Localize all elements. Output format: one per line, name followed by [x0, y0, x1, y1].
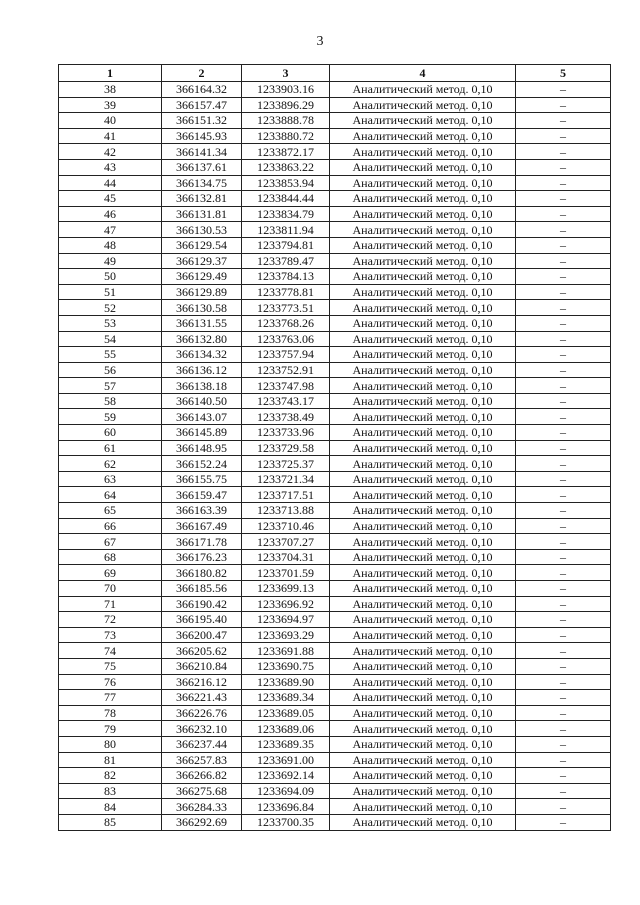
note-cell: –	[516, 752, 611, 768]
y-coordinate-cell: 1233701.59	[242, 565, 330, 581]
table-row	[59, 315, 611, 331]
point-number-cell: 76	[59, 674, 162, 690]
y-coordinate-cell: 1233689.90	[242, 674, 330, 690]
point-number-cell: 75	[59, 658, 162, 674]
x-coordinate-cell: 366148.95	[162, 440, 242, 456]
y-coordinate-cell: 1233757.94	[242, 347, 330, 363]
table-row	[59, 113, 611, 129]
y-coordinate-cell: 1233747.98	[242, 378, 330, 394]
table-row	[59, 253, 611, 269]
table-row	[59, 300, 611, 316]
x-coordinate-cell: 366180.82	[162, 565, 242, 581]
x-coordinate-cell: 366131.55	[162, 315, 242, 331]
y-coordinate-cell: 1233896.29	[242, 97, 330, 113]
method-cell: Аналитический метод. 0,10	[330, 237, 516, 253]
point-number-cell: 53	[59, 315, 162, 331]
x-coordinate-cell: 366141.34	[162, 144, 242, 160]
x-coordinate-cell: 366292.69	[162, 814, 242, 830]
y-coordinate-cell: 1233689.06	[242, 721, 330, 737]
table-row	[59, 596, 611, 612]
table-row	[59, 425, 611, 441]
x-coordinate-cell: 366145.93	[162, 128, 242, 144]
point-number-cell: 39	[59, 97, 162, 113]
point-number-cell: 74	[59, 643, 162, 659]
point-number-cell: 78	[59, 705, 162, 721]
point-number-cell: 50	[59, 269, 162, 285]
y-coordinate-cell: 1233903.16	[242, 82, 330, 98]
point-number-cell: 54	[59, 331, 162, 347]
method-cell: Аналитический метод. 0,10	[330, 487, 516, 503]
y-coordinate-cell: 1233784.13	[242, 269, 330, 285]
table-row	[59, 284, 611, 300]
table-row	[59, 627, 611, 643]
note-cell: –	[516, 269, 611, 285]
point-number-cell: 48	[59, 237, 162, 253]
y-coordinate-cell: 1233834.79	[242, 206, 330, 222]
note-cell: –	[516, 222, 611, 238]
method-cell: Аналитический метод. 0,10	[330, 596, 516, 612]
method-cell: Аналитический метод. 0,10	[330, 518, 516, 534]
note-cell: –	[516, 534, 611, 550]
method-cell: Аналитический метод. 0,10	[330, 315, 516, 331]
y-coordinate-cell: 1233717.51	[242, 487, 330, 503]
point-number-cell: 69	[59, 565, 162, 581]
point-number-cell: 66	[59, 518, 162, 534]
coordinates-table	[58, 64, 611, 831]
table-row	[59, 393, 611, 409]
point-number-cell: 83	[59, 783, 162, 799]
table-row	[59, 721, 611, 737]
y-coordinate-cell: 1233729.58	[242, 440, 330, 456]
method-cell: Аналитический метод. 0,10	[330, 378, 516, 394]
method-cell: Аналитический метод. 0,10	[330, 331, 516, 347]
table-body	[59, 82, 611, 831]
note-cell: –	[516, 206, 611, 222]
point-number-cell: 51	[59, 284, 162, 300]
note-cell: –	[516, 690, 611, 706]
point-number-cell: 41	[59, 128, 162, 144]
method-cell: Аналитический метод. 0,10	[330, 393, 516, 409]
table-row	[59, 768, 611, 784]
y-coordinate-cell: 1233689.35	[242, 736, 330, 752]
x-coordinate-cell: 366190.42	[162, 596, 242, 612]
method-cell: Аналитический метод. 0,10	[330, 799, 516, 815]
x-coordinate-cell: 366140.50	[162, 393, 242, 409]
x-coordinate-cell: 366237.44	[162, 736, 242, 752]
table-row	[59, 97, 611, 113]
note-cell: –	[516, 721, 611, 737]
point-number-cell: 47	[59, 222, 162, 238]
x-coordinate-cell: 366129.37	[162, 253, 242, 269]
y-coordinate-cell: 1233699.13	[242, 581, 330, 597]
method-cell: Аналитический метод. 0,10	[330, 113, 516, 129]
x-coordinate-cell: 366171.78	[162, 534, 242, 550]
method-cell: Аналитический метод. 0,10	[330, 752, 516, 768]
method-cell: Аналитический метод. 0,10	[330, 471, 516, 487]
note-cell: –	[516, 549, 611, 565]
x-coordinate-cell: 366129.89	[162, 284, 242, 300]
note-cell: –	[516, 315, 611, 331]
point-number-cell: 84	[59, 799, 162, 815]
method-cell: Аналитический метод. 0,10	[330, 783, 516, 799]
method-cell: Аналитический метод. 0,10	[330, 534, 516, 550]
point-number-cell: 40	[59, 113, 162, 129]
method-cell: Аналитический метод. 0,10	[330, 721, 516, 737]
y-coordinate-cell: 1233778.81	[242, 284, 330, 300]
table-row	[59, 440, 611, 456]
point-number-cell: 43	[59, 159, 162, 175]
method-cell: Аналитический метод. 0,10	[330, 674, 516, 690]
note-cell: –	[516, 409, 611, 425]
point-number-cell: 77	[59, 690, 162, 706]
y-coordinate-cell: 1233689.34	[242, 690, 330, 706]
point-number-cell: 68	[59, 549, 162, 565]
x-coordinate-cell: 366134.32	[162, 347, 242, 363]
x-coordinate-cell: 366129.54	[162, 237, 242, 253]
x-coordinate-cell: 366216.12	[162, 674, 242, 690]
y-coordinate-cell: 1233696.84	[242, 799, 330, 815]
x-coordinate-cell: 366159.47	[162, 487, 242, 503]
y-coordinate-cell: 1233692.14	[242, 768, 330, 784]
method-cell: Аналитический метод. 0,10	[330, 425, 516, 441]
method-cell: Аналитический метод. 0,10	[330, 284, 516, 300]
note-cell: –	[516, 596, 611, 612]
table-row	[59, 409, 611, 425]
point-number-cell: 73	[59, 627, 162, 643]
method-cell: Аналитический метод. 0,10	[330, 503, 516, 519]
table-row	[59, 487, 611, 503]
y-coordinate-cell: 1233880.72	[242, 128, 330, 144]
table-row	[59, 456, 611, 472]
x-coordinate-cell: 366136.12	[162, 362, 242, 378]
table-row	[59, 752, 611, 768]
y-coordinate-cell: 1233689.05	[242, 705, 330, 721]
method-cell: Аналитический метод. 0,10	[330, 159, 516, 175]
table-row	[59, 237, 611, 253]
x-coordinate-cell: 366275.68	[162, 783, 242, 799]
method-cell: Аналитический метод. 0,10	[330, 440, 516, 456]
table-row	[59, 191, 611, 207]
note-cell: –	[516, 378, 611, 394]
point-number-cell: 57	[59, 378, 162, 394]
point-number-cell: 45	[59, 191, 162, 207]
y-coordinate-cell: 1233752.91	[242, 362, 330, 378]
y-coordinate-cell: 1233888.78	[242, 113, 330, 129]
note-cell: –	[516, 440, 611, 456]
note-cell: –	[516, 783, 611, 799]
table-row	[59, 783, 611, 799]
x-coordinate-cell: 366266.82	[162, 768, 242, 784]
table-row	[59, 206, 611, 222]
y-coordinate-cell: 1233789.47	[242, 253, 330, 269]
table-row	[59, 674, 611, 690]
x-coordinate-cell: 366129.49	[162, 269, 242, 285]
note-cell: –	[516, 300, 611, 316]
y-coordinate-cell: 1233721.34	[242, 471, 330, 487]
x-coordinate-cell: 366232.10	[162, 721, 242, 737]
point-number-cell: 65	[59, 503, 162, 519]
note-cell: –	[516, 471, 611, 487]
y-coordinate-cell: 1233694.97	[242, 612, 330, 628]
table-row	[59, 144, 611, 160]
note-cell: –	[516, 518, 611, 534]
x-coordinate-cell: 366226.76	[162, 705, 242, 721]
note-cell: –	[516, 627, 611, 643]
y-coordinate-cell: 1233700.35	[242, 814, 330, 830]
note-cell: –	[516, 97, 611, 113]
y-coordinate-cell: 1233872.17	[242, 144, 330, 160]
note-cell: –	[516, 581, 611, 597]
note-cell: –	[516, 425, 611, 441]
method-cell: Аналитический метод. 0,10	[330, 643, 516, 659]
x-coordinate-cell: 366257.83	[162, 752, 242, 768]
method-cell: Аналитический метод. 0,10	[330, 768, 516, 784]
x-coordinate-cell: 366163.39	[162, 503, 242, 519]
table-row	[59, 549, 611, 565]
x-coordinate-cell: 366132.81	[162, 191, 242, 207]
point-number-cell: 59	[59, 409, 162, 425]
point-number-cell: 58	[59, 393, 162, 409]
y-coordinate-cell: 1233738.49	[242, 409, 330, 425]
method-cell: Аналитический метод. 0,10	[330, 175, 516, 191]
method-cell: Аналитический метод. 0,10	[330, 814, 516, 830]
y-coordinate-cell: 1233713.88	[242, 503, 330, 519]
table-row	[59, 534, 611, 550]
y-coordinate-cell: 1233690.75	[242, 658, 330, 674]
method-cell: Аналитический метод. 0,10	[330, 565, 516, 581]
x-coordinate-cell: 366152.24	[162, 456, 242, 472]
note-cell: –	[516, 705, 611, 721]
table-row	[59, 362, 611, 378]
table-row	[59, 269, 611, 285]
page-number: 3	[316, 34, 324, 49]
y-coordinate-cell: 1233725.37	[242, 456, 330, 472]
y-coordinate-cell: 1233863.22	[242, 159, 330, 175]
note-cell: –	[516, 191, 611, 207]
column-header: 5	[516, 65, 611, 82]
method-cell: Аналитический метод. 0,10	[330, 612, 516, 628]
x-coordinate-cell: 366131.81	[162, 206, 242, 222]
point-number-cell: 55	[59, 347, 162, 363]
y-coordinate-cell: 1233710.46	[242, 518, 330, 534]
y-coordinate-cell: 1233768.26	[242, 315, 330, 331]
table-header-row	[59, 65, 611, 82]
point-number-cell: 44	[59, 175, 162, 191]
point-number-cell: 64	[59, 487, 162, 503]
x-coordinate-cell: 366143.07	[162, 409, 242, 425]
x-coordinate-cell: 366205.62	[162, 643, 242, 659]
point-number-cell: 81	[59, 752, 162, 768]
y-coordinate-cell: 1233693.29	[242, 627, 330, 643]
table-row	[59, 471, 611, 487]
note-cell: –	[516, 565, 611, 581]
point-number-cell: 72	[59, 612, 162, 628]
x-coordinate-cell: 366284.33	[162, 799, 242, 815]
method-cell: Аналитический метод. 0,10	[330, 736, 516, 752]
method-cell: Аналитический метод. 0,10	[330, 97, 516, 113]
note-cell: –	[516, 393, 611, 409]
method-cell: Аналитический метод. 0,10	[330, 269, 516, 285]
note-cell: –	[516, 331, 611, 347]
table-row	[59, 799, 611, 815]
y-coordinate-cell: 1233763.06	[242, 331, 330, 347]
note-cell: –	[516, 799, 611, 815]
x-coordinate-cell: 366200.47	[162, 627, 242, 643]
note-cell: –	[516, 612, 611, 628]
method-cell: Аналитический метод. 0,10	[330, 690, 516, 706]
point-number-cell: 79	[59, 721, 162, 737]
y-coordinate-cell: 1233794.81	[242, 237, 330, 253]
method-cell: Аналитический метод. 0,10	[330, 362, 516, 378]
table-row	[59, 518, 611, 534]
point-number-cell: 85	[59, 814, 162, 830]
table-row	[59, 175, 611, 191]
y-coordinate-cell: 1233853.94	[242, 175, 330, 191]
table-row	[59, 643, 611, 659]
x-coordinate-cell: 366210.84	[162, 658, 242, 674]
note-cell: –	[516, 362, 611, 378]
point-number-cell: 42	[59, 144, 162, 160]
x-coordinate-cell: 366157.47	[162, 97, 242, 113]
point-number-cell: 56	[59, 362, 162, 378]
x-coordinate-cell: 366132.80	[162, 331, 242, 347]
method-cell: Аналитический метод. 0,10	[330, 658, 516, 674]
point-number-cell: 62	[59, 456, 162, 472]
note-cell: –	[516, 487, 611, 503]
method-cell: Аналитический метод. 0,10	[330, 456, 516, 472]
note-cell: –	[516, 503, 611, 519]
table-row	[59, 581, 611, 597]
point-number-cell: 52	[59, 300, 162, 316]
column-header: 2	[162, 65, 242, 82]
y-coordinate-cell: 1233707.27	[242, 534, 330, 550]
point-number-cell: 46	[59, 206, 162, 222]
x-coordinate-cell: 366134.75	[162, 175, 242, 191]
note-cell: –	[516, 128, 611, 144]
table-row	[59, 612, 611, 628]
x-coordinate-cell: 366155.75	[162, 471, 242, 487]
table-row	[59, 159, 611, 175]
point-number-cell: 49	[59, 253, 162, 269]
x-coordinate-cell: 366137.61	[162, 159, 242, 175]
x-coordinate-cell: 366195.40	[162, 612, 242, 628]
note-cell: –	[516, 814, 611, 830]
table-row	[59, 222, 611, 238]
y-coordinate-cell: 1233704.31	[242, 549, 330, 565]
point-number-cell: 67	[59, 534, 162, 550]
point-number-cell: 80	[59, 736, 162, 752]
x-coordinate-cell: 366138.18	[162, 378, 242, 394]
y-coordinate-cell: 1233811.94	[242, 222, 330, 238]
x-coordinate-cell: 366145.89	[162, 425, 242, 441]
y-coordinate-cell: 1233691.88	[242, 643, 330, 659]
y-coordinate-cell: 1233694.09	[242, 783, 330, 799]
x-coordinate-cell: 366167.49	[162, 518, 242, 534]
method-cell: Аналитический метод. 0,10	[330, 82, 516, 98]
point-number-cell: 71	[59, 596, 162, 612]
note-cell: –	[516, 658, 611, 674]
x-coordinate-cell: 366151.32	[162, 113, 242, 129]
note-cell: –	[516, 113, 611, 129]
x-coordinate-cell: 366130.58	[162, 300, 242, 316]
note-cell: –	[516, 175, 611, 191]
method-cell: Аналитический метод. 0,10	[330, 627, 516, 643]
table-row	[59, 128, 611, 144]
y-coordinate-cell: 1233733.96	[242, 425, 330, 441]
point-number-cell: 70	[59, 581, 162, 597]
point-number-cell: 61	[59, 440, 162, 456]
column-header: 1	[59, 65, 162, 82]
point-number-cell: 38	[59, 82, 162, 98]
table-row	[59, 331, 611, 347]
y-coordinate-cell: 1233844.44	[242, 191, 330, 207]
note-cell: –	[516, 768, 611, 784]
x-coordinate-cell: 366221.43	[162, 690, 242, 706]
x-coordinate-cell: 366130.53	[162, 222, 242, 238]
point-number-cell: 63	[59, 471, 162, 487]
method-cell: Аналитический метод. 0,10	[330, 128, 516, 144]
method-cell: Аналитический метод. 0,10	[330, 549, 516, 565]
column-header: 3	[242, 65, 330, 82]
table-row	[59, 503, 611, 519]
y-coordinate-cell: 1233773.51	[242, 300, 330, 316]
note-cell: –	[516, 347, 611, 363]
x-coordinate-cell: 366164.32	[162, 82, 242, 98]
method-cell: Аналитический метод. 0,10	[330, 191, 516, 207]
note-cell: –	[516, 82, 611, 98]
table-row	[59, 347, 611, 363]
note-cell: –	[516, 674, 611, 690]
table-row	[59, 82, 611, 98]
note-cell: –	[516, 144, 611, 160]
table-row	[59, 658, 611, 674]
note-cell: –	[516, 456, 611, 472]
table-row	[59, 378, 611, 394]
note-cell: –	[516, 736, 611, 752]
x-coordinate-cell: 366185.56	[162, 581, 242, 597]
method-cell: Аналитический метод. 0,10	[330, 409, 516, 425]
method-cell: Аналитический метод. 0,10	[330, 222, 516, 238]
table-row	[59, 814, 611, 830]
note-cell: –	[516, 284, 611, 300]
method-cell: Аналитический метод. 0,10	[330, 206, 516, 222]
method-cell: Аналитический метод. 0,10	[330, 581, 516, 597]
method-cell: Аналитический метод. 0,10	[330, 253, 516, 269]
table-row	[59, 736, 611, 752]
x-coordinate-cell: 366176.23	[162, 549, 242, 565]
point-number-cell: 82	[59, 768, 162, 784]
method-cell: Аналитический метод. 0,10	[330, 144, 516, 160]
table-row	[59, 565, 611, 581]
note-cell: –	[516, 643, 611, 659]
y-coordinate-cell: 1233691.00	[242, 752, 330, 768]
table-row	[59, 705, 611, 721]
method-cell: Аналитический метод. 0,10	[330, 347, 516, 363]
note-cell: –	[516, 237, 611, 253]
column-header: 4	[330, 65, 516, 82]
method-cell: Аналитический метод. 0,10	[330, 705, 516, 721]
y-coordinate-cell: 1233743.17	[242, 393, 330, 409]
y-coordinate-cell: 1233696.92	[242, 596, 330, 612]
note-cell: –	[516, 159, 611, 175]
method-cell: Аналитический метод. 0,10	[330, 300, 516, 316]
note-cell: –	[516, 253, 611, 269]
point-number-cell: 60	[59, 425, 162, 441]
table-row	[59, 690, 611, 706]
